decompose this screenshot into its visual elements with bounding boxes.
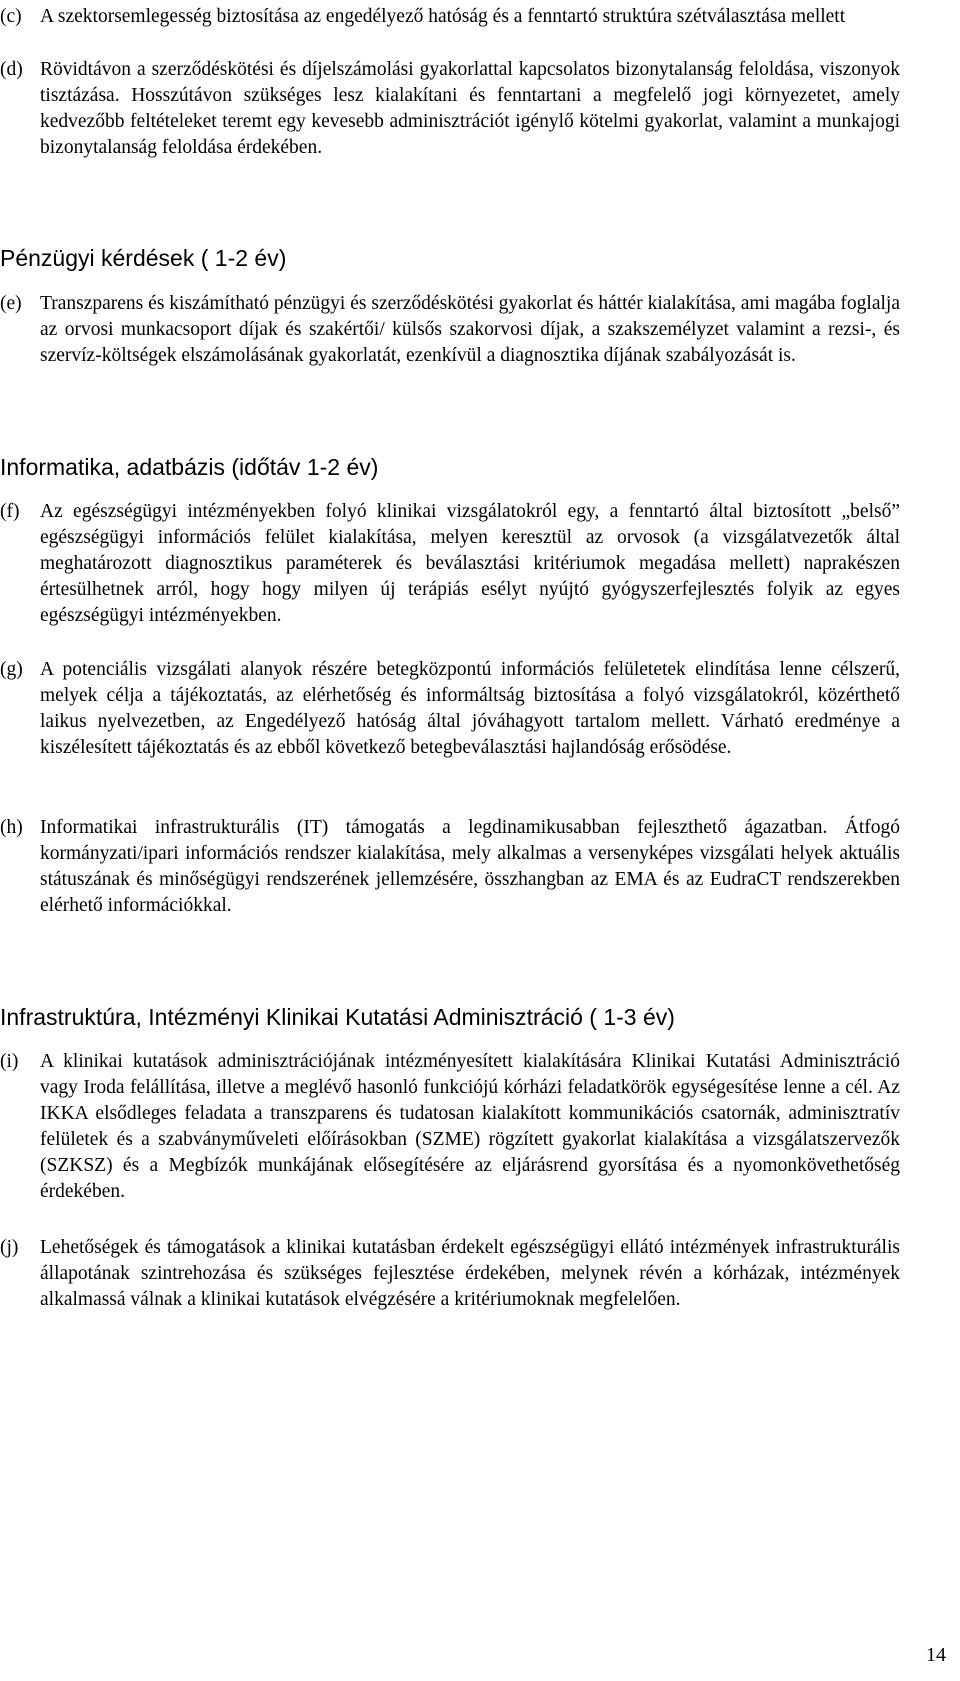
page-number: 14 [926,1644,946,1666]
list-item-text: A szektorsemlegesség biztosítása az engedélyező hatóság és a fenntartó struktúra szétválasztása mellett [40,6,846,27]
list-item-text: Rövidtávon a szerződéskötési és díjelszámolási gyakorlattal kapcsolatos bizonytalanság feloldása, viszonyok tisztázása. Hosszútávon szükséges lesz kialakítani és fenntartani a megfelelő jogi környezetet, amely kedvezőbb feltételeket teremt egy kevesebb adminisztrációt igénylő kötelmi gyakorlat, valamint a munkajogi bizonytalanság feloldása érdekében. [40,59,900,158]
list-item-i [0,1049,900,1205]
list-item-g [0,657,900,761]
list-marker: (j) [0,1237,19,1258]
list-item-d [0,57,900,161]
list-item-f [0,499,900,629]
list-item-text: Transzparens és kiszámítható pénzügyi és szerződéskötési gyakorlat és háttér kialakítása, ami magába foglalja az orvosi munkacsoport díjak és szakértői/ külsős szakorvosi díjak, a szakszemélyzet valamint a rezsi-, és szervíz-költségek elszámolásának gyakorlatát, ezenkívül a diagnosztika díjának szabályozását is. [40,293,900,366]
list-item-j [0,1235,900,1313]
list-marker: (c) [0,6,22,27]
list-item-text: A potenciális vizsgálati alanyok részére betegközpontú információs felületetek elindítása lenne célszerű, melyek célja a tájékoztatás, az elérhetőség és informáltság biztosítása a folyó vizsgálatokról, közérthető laikus nyelvezetben, az Engedélyező hatóság által jóváhagyott tartalom mellett. Várható eredménye a kiszélesített tájékoztatás és az ebből következő betegbeválasztási hajlandóság erősödése. [40,659,900,758]
list-marker: (i) [0,1051,19,1072]
list-marker: (d) [0,59,23,80]
section-heading-finance: Pénzügyi kérdések ( 1-2 év) [0,245,287,271]
list-marker: (h) [0,817,23,838]
list-marker: (f) [0,501,20,522]
list-item-text: Lehetőségek és támogatások a klinikai kutatásban érdekelt egészségügyi ellátó intézmények infrastrukturális állapotának szintrehozása és szükséges fejlesztése érdekében, melynek révén a kórházak, intézmények alkalmassá válnak a klinikai kutatások elvégzésére a kritériumoknak megfelelően. [40,1237,900,1310]
list-item-e [0,291,900,369]
list-marker: (g) [0,659,23,680]
list-marker: (e) [0,293,22,314]
list-item-text: Az egészségügyi intézményekben folyó klinikai vizsgálatokról egy, a fenntartó által biztosított „belső” egészségügyi információs felület kialakítása, melyen keresztül az orvosok (a vizsgálatvezetők által meghatározott diagnosztikus paraméterek és beválasztási kritériumok megadása mellett) naprakészen értesülhetnek arról, hogy hogy milyen új terápiás esélyt nyújtó gyógyszerfejlesztés folyik az egyes egészségügyi intézményekben. [40,501,900,626]
list-item-text: A klinikai kutatások adminisztrációjának intézményesített kialakítására Klinikai Kutatási Adminisztráció vagy Iroda felállítása, illetve a meglévő hasonló funkciójú kórházi feladatkörök egységesítése lenne a cél. Az IKKA elsődleges feladata a transzparens és tudatosan kialakított kommunikációs csatornák, adminisztratív felületek és a szabványműveleti előírásokban (SZME) rögzített gyakorlat kialakítása a vizsgálatszervezők (SZKSZ) és a Megbízók munkájának elősegítésére az eljárásrend gyorsítása és a nyomonkövethetőség érdekében. [40,1051,900,1202]
list-item-c [0,4,900,30]
list-item-h [0,815,900,919]
list-item-text: Informatikai infrastrukturális (IT) támogatás a legdinamikusabban fejleszthető ágazatban. Átfogó kormányzati/ipari információs rendszer kialakítása, mely alkalmas a versenyképes vizsgálati helyek aktuális státuszának és minőségügyi rendszerének jellemzésére, összhangban az EMA és az EudraCT rendszerekben elérhető információkkal. [40,817,900,916]
section-heading-it: Informatika, adatbázis (időtáv 1-2 év) [0,454,379,480]
section-heading-infrastructure: Infrastruktúra, Intézményi Klinikai Kutatási Adminisztráció ( 1-3 év) [0,1004,675,1030]
